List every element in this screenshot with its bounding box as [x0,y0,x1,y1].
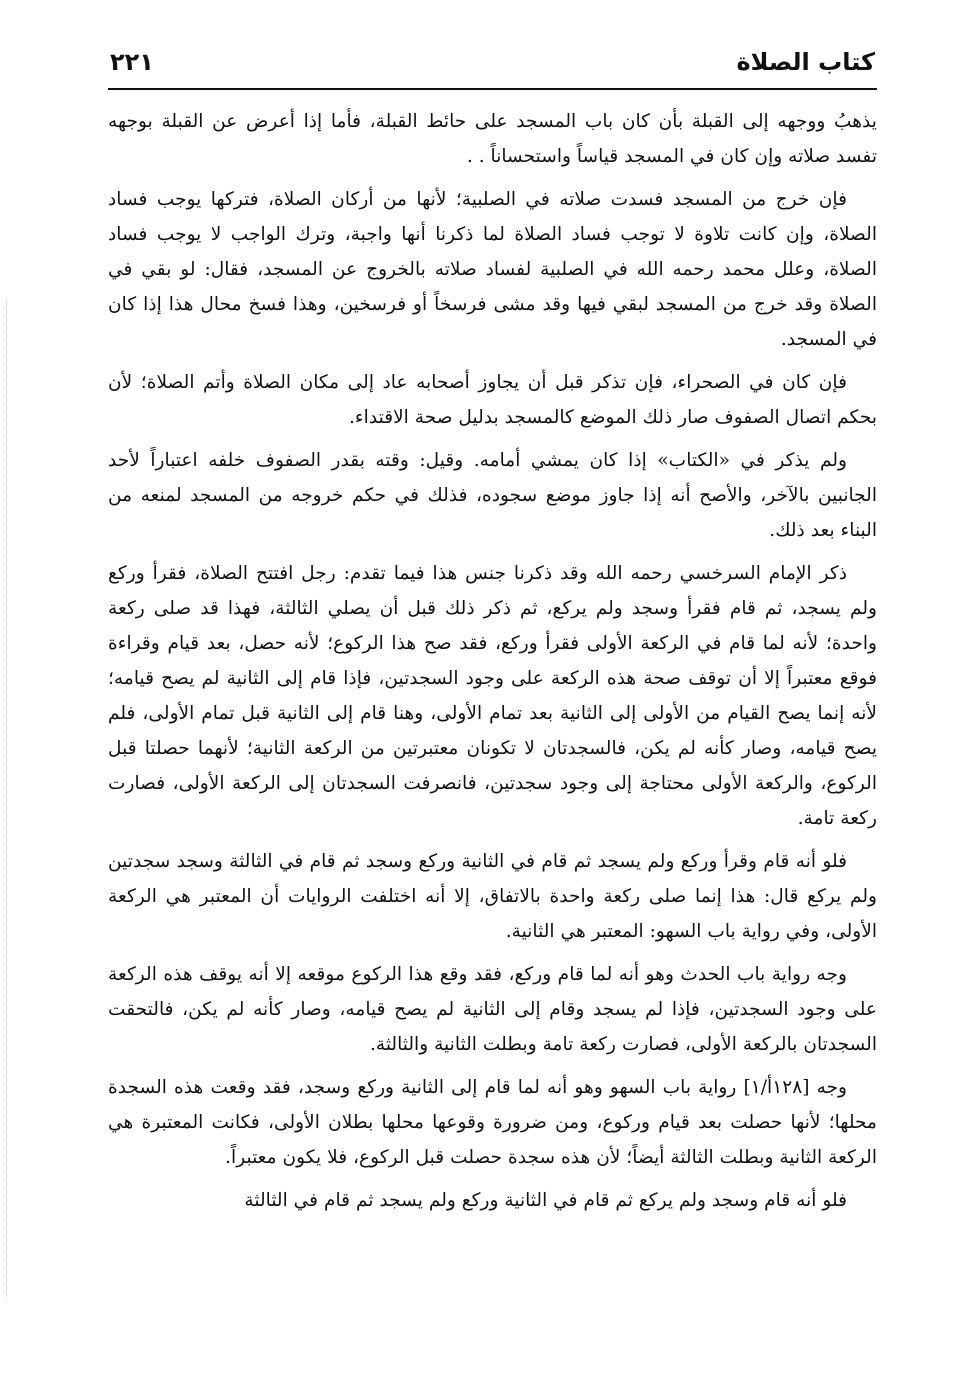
running-header [108,48,877,88]
page-number: ٢٢١ [110,48,154,76]
paragraph: وجه رواية باب الحدث وهو أنه لما قام وركع، فقد وقع هذا الركوع موقعه إلا أنه يوقف هذه الركعة على وجود السجدتين، فإذا لم يسجد وقام إلى الثانية لم يصح قيامه، وصار كأنه لم يكن، فالتحقت السجدتان بالركعة الأولى، فصارت ركعة تامة وبطلت الثانية والثالثة. [108,964,877,1055]
book-title: كتاب الصلاة [736,48,875,76]
paragraph: يذهبُ ووجهه إلى القبلة بأن كان باب المسجد على حائط القبلة، فأما إذا أعرض عن القبلة بوجهه تفسد صلاته وإن كان في المسجد قياساً واستحساناً . . [108,111,877,167]
page-body [108,104,877,1218]
page-gutter-mark [6,300,8,1300]
paragraph: ولم يذكر في «الكتاب» إذا كان يمشي أمامه. وقيل: وقته بقدر الصفوف خلفه اعتباراً لأحد الجانبين بالآخر، والأصح أنه إذا جاوز موضع سجوده، فذلك في حكم خروجه من المسجد لمنعه من البناء بعد ذلك. [108,450,877,541]
paragraph: ذكر الإمام السرخسي رحمه الله وقد ذكرنا جنس هذا فيما تقدم: رجل افتتح الصلاة، فقرأ وركع ولم يسجد، ثم قام فقرأ وسجد ولم يركع، ثم ذكر ذلك قبل أن يصلي الثالثة، فهذا قد صلى ركعة واحدة؛ لأنه لما قام في الركعة الأولى فقرأ وركع، فقد صح هذا الركوع؛ لأنه حصل، بعد قيام وقراءة فوقع معتبراً إلا أن توقف صحة هذه الركعة على وجود السجدتين، فإذا قام إلى الثانية لم يصح قيامه؛ لأنه إنما يصح القيام من الأولى إلى الثانية بعد تمام الأولى، وهنا قام إلى الثانية قبل تمام الأولى، فلم يصح قيامه، وصار كأنه لم يكن، فالسجدتان لا تكونان معتبرتين من الركعة الثانية؛ لأنهما حصلتا قبل الركوع، والركعة الأولى محتاجة إلى وجود سجدتين، فانصرفت السجدتان إلى الركعة الأولى، فصارت ركعة تامة. [108,563,877,829]
paragraph: فإن كان في الصحراء، فإن تذكر قبل أن يجاوز أصحابه عاد إلى مكان الصلاة وأتم الصلاة؛ لأن بحكم اتصال الصفوف صار ذلك الموضع كالمسجد بدليل صحة الاقتداء. [108,372,877,428]
paragraph: فإن خرج من المسجد فسدت صلاته في الصلبية؛ لأنها من أركان الصلاة، فتركها يوجب فساد الصلاة، وإن كانت تلاوة لا توجب فساد الصلاة لما ذكرنا أنها واجبة، وترك الواجب لا يوجب فساد الصلاة، وعلل محمد رحمه الله في الصلبية لفساد صلاته بالخروج عن المسجد، فقال: لو بقي في الصلاة وقد خرج من المسجد لبقي فيها وقد مشى فرسخاً أو فرسخين، وهذا فسخ محال هذا إذا كان في المسجد. [108,189,877,350]
paragraph: فلو أنه قام وقرأ وركع ولم يسجد ثم قام في الثانية وركع وسجد ثم قام في الثالثة وسجد سجدتين ولم يركع قال: هذا إنما صلى ركعة واحدة بالاتفاق، إلا أنه اختلفت الروايات أن المعتبر هي الركعة الأولى، وفي رواية باب السهو: المعتبر هي الثانية. [108,851,877,942]
header-rule [108,88,877,90]
book-page [108,48,877,1378]
paragraph: فلو أنه قام وسجد ولم يركع ثم قام في الثانية وركع ولم يسجد ثم قام في الثالثة [244,1190,847,1211]
paragraph: وجه [١٢٨أ/١] رواية باب السهو وهو أنه لما قام إلى الثانية وركع وسجد، فقد وقعت هذه السجدة محلها؛ لأنها حصلت بعد قيام وركوع، ومن ضرورة وقوعها محلها بطلان الأولى، فكانت المعتبرة هي الركعة الثانية وبطلت الثالثة أيضاً؛ لأن هذه سجدة حصلت قبل الركوع، فلا يكون معتبراً. [108,1077,877,1168]
